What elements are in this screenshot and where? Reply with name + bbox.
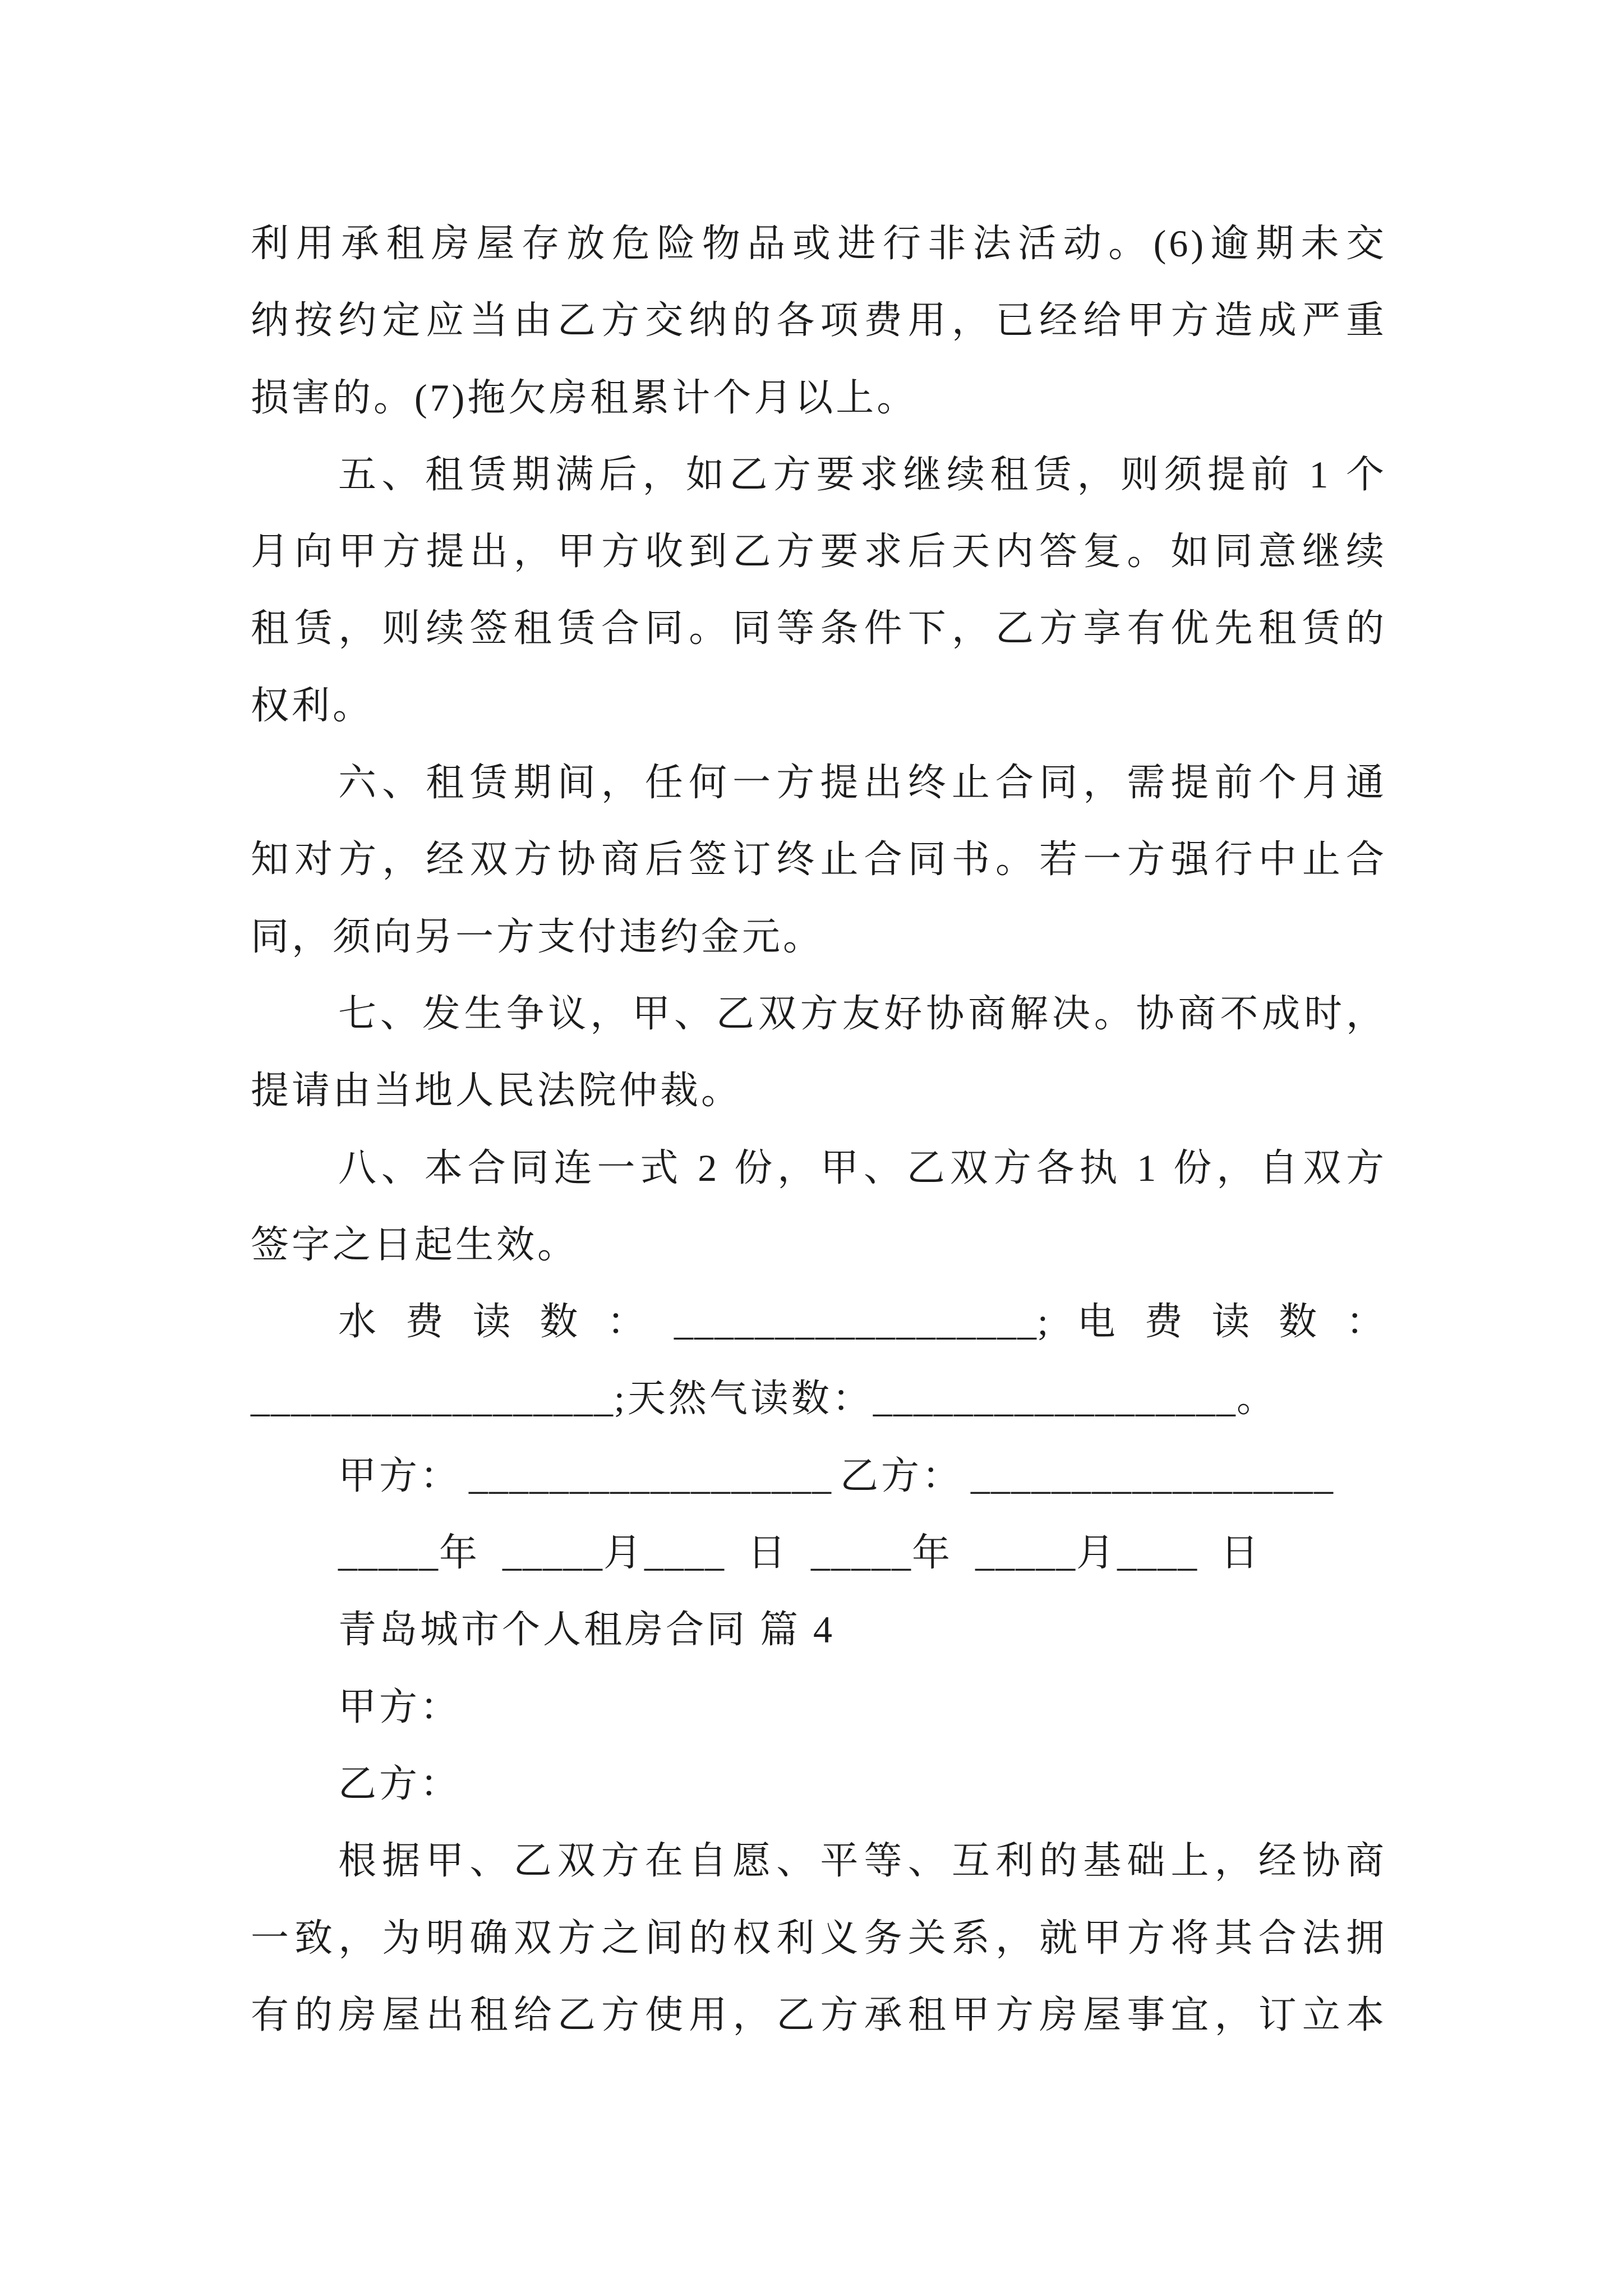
clause-7-line-1: 七、发生争议，甲、乙双方友好协商解决。协商不成时，: [338, 992, 1387, 1035]
contract-4-preamble-line-2: 一致，为明确双方之间的权利义务关系，就甲方将其合法拥: [251, 1916, 1387, 1959]
gas-reading-label: 天然气读数：: [627, 1377, 873, 1420]
signature-date-line: [251, 1515, 1387, 1591]
separator: ;: [1038, 1300, 1051, 1343]
party-b-month-label: 月: [1076, 1531, 1118, 1575]
party-b-year-label: 年: [912, 1531, 953, 1575]
party-b-day-label: 日: [1220, 1531, 1262, 1575]
electricity-reading-label: 电费读数：: [1050, 1300, 1387, 1343]
clause-6-line-2: 知对方，经双方协商后签订终止合同书。若一方强行中止合: [251, 838, 1387, 881]
party-b-year-blank: _____: [811, 1531, 912, 1575]
party-b-signature-blank: __________________: [971, 1454, 1335, 1497]
water-reading-label: 水费读数：: [338, 1300, 675, 1343]
clause-5-line-4: 权利。: [251, 684, 374, 727]
clause-8: [251, 1130, 1387, 1284]
gas-reading-blank: __________________: [873, 1377, 1237, 1420]
separator: ;: [614, 1377, 628, 1420]
clause-6-line-3: 同，须向另一方支付违约金元。: [251, 915, 824, 958]
contract-4-party-a: 甲方：: [338, 1685, 462, 1728]
contract-4-party-b: 乙方：: [338, 1762, 462, 1805]
party-a-day-label: 日: [748, 1531, 789, 1575]
contract-4-preamble-line-1: 根据甲、乙双方在自愿、平等、互利的基础上，经协商: [338, 1839, 1387, 1883]
contract-body: [251, 205, 1387, 2054]
signature-parties-line: [251, 1438, 1387, 1515]
electricity-reading-blank: __________________: [251, 1377, 614, 1420]
sentence-end: 。: [1236, 1377, 1278, 1420]
party-a-month-label: 月: [603, 1531, 645, 1575]
clause-8-line-1: 八、本合同连一式 2 份，甲、乙双方各执 1 份，自双方: [338, 1146, 1387, 1189]
party-a-year-blank: _____: [338, 1531, 439, 1575]
utility-readings-line-2: [251, 1360, 1387, 1437]
clause-7: [251, 976, 1387, 1130]
utility-readings: [251, 1283, 1387, 1438]
utility-readings-line-1: [251, 1283, 1387, 1360]
party-a-day-blank: ____: [644, 1531, 726, 1575]
contract-4-title: 青岛城市个人租房合同 篇 4: [338, 1608, 836, 1651]
party-a-month-blank: _____: [502, 1531, 604, 1575]
party-b-signature-label: 乙方：: [840, 1454, 963, 1497]
clause-4-continuation: [251, 205, 1387, 436]
party-a-signature-label: 甲方：: [338, 1454, 462, 1497]
clause-5-line-2: 月向甲方提出，甲方收到乙方要求后天内答复。如同意继续: [251, 530, 1387, 573]
contract-4-preamble-line-3: 有的房屋出租给乙方使用，乙方承租甲方房屋事宜，订立本: [251, 1993, 1387, 2036]
water-reading-blank: __________________: [674, 1300, 1038, 1343]
clause-4-line-1: 利用承租房屋存放危险物品或进行非法活动。(6)逾期未交: [251, 222, 1387, 265]
clause-6-line-1: 六、租赁期间，任何一方提出终止合同，需提前个月通: [338, 761, 1387, 804]
contract-4: [251, 1591, 1387, 2054]
clause-6: [251, 744, 1387, 976]
clause-8-line-2: 签字之日起生效。: [251, 1223, 579, 1266]
clause-5-line-3: 租赁，则续签租赁合同。同等条件下，乙方享有优先租赁的: [251, 607, 1387, 650]
party-a-year-label: 年: [439, 1531, 481, 1575]
signature-block: [251, 1438, 1387, 1592]
party-b-day-blank: ____: [1117, 1531, 1198, 1575]
clause-7-line-2: 提请由当地人民法院仲裁。: [251, 1069, 743, 1112]
clause-5-line-1: 五、租赁期满后，如乙方要求继续租赁，则须提前 1 个: [338, 453, 1387, 496]
clause-4-line-3: 损害的。(7)拖欠房租累计个月以上。: [251, 376, 918, 419]
clause-4-line-2: 纳按约定应当由乙方交纳的各项费用，已经给甲方造成严重: [251, 299, 1387, 342]
party-a-signature-blank: __________________: [469, 1454, 833, 1497]
party-b-month-blank: _____: [975, 1531, 1077, 1575]
clause-5: [251, 436, 1387, 744]
